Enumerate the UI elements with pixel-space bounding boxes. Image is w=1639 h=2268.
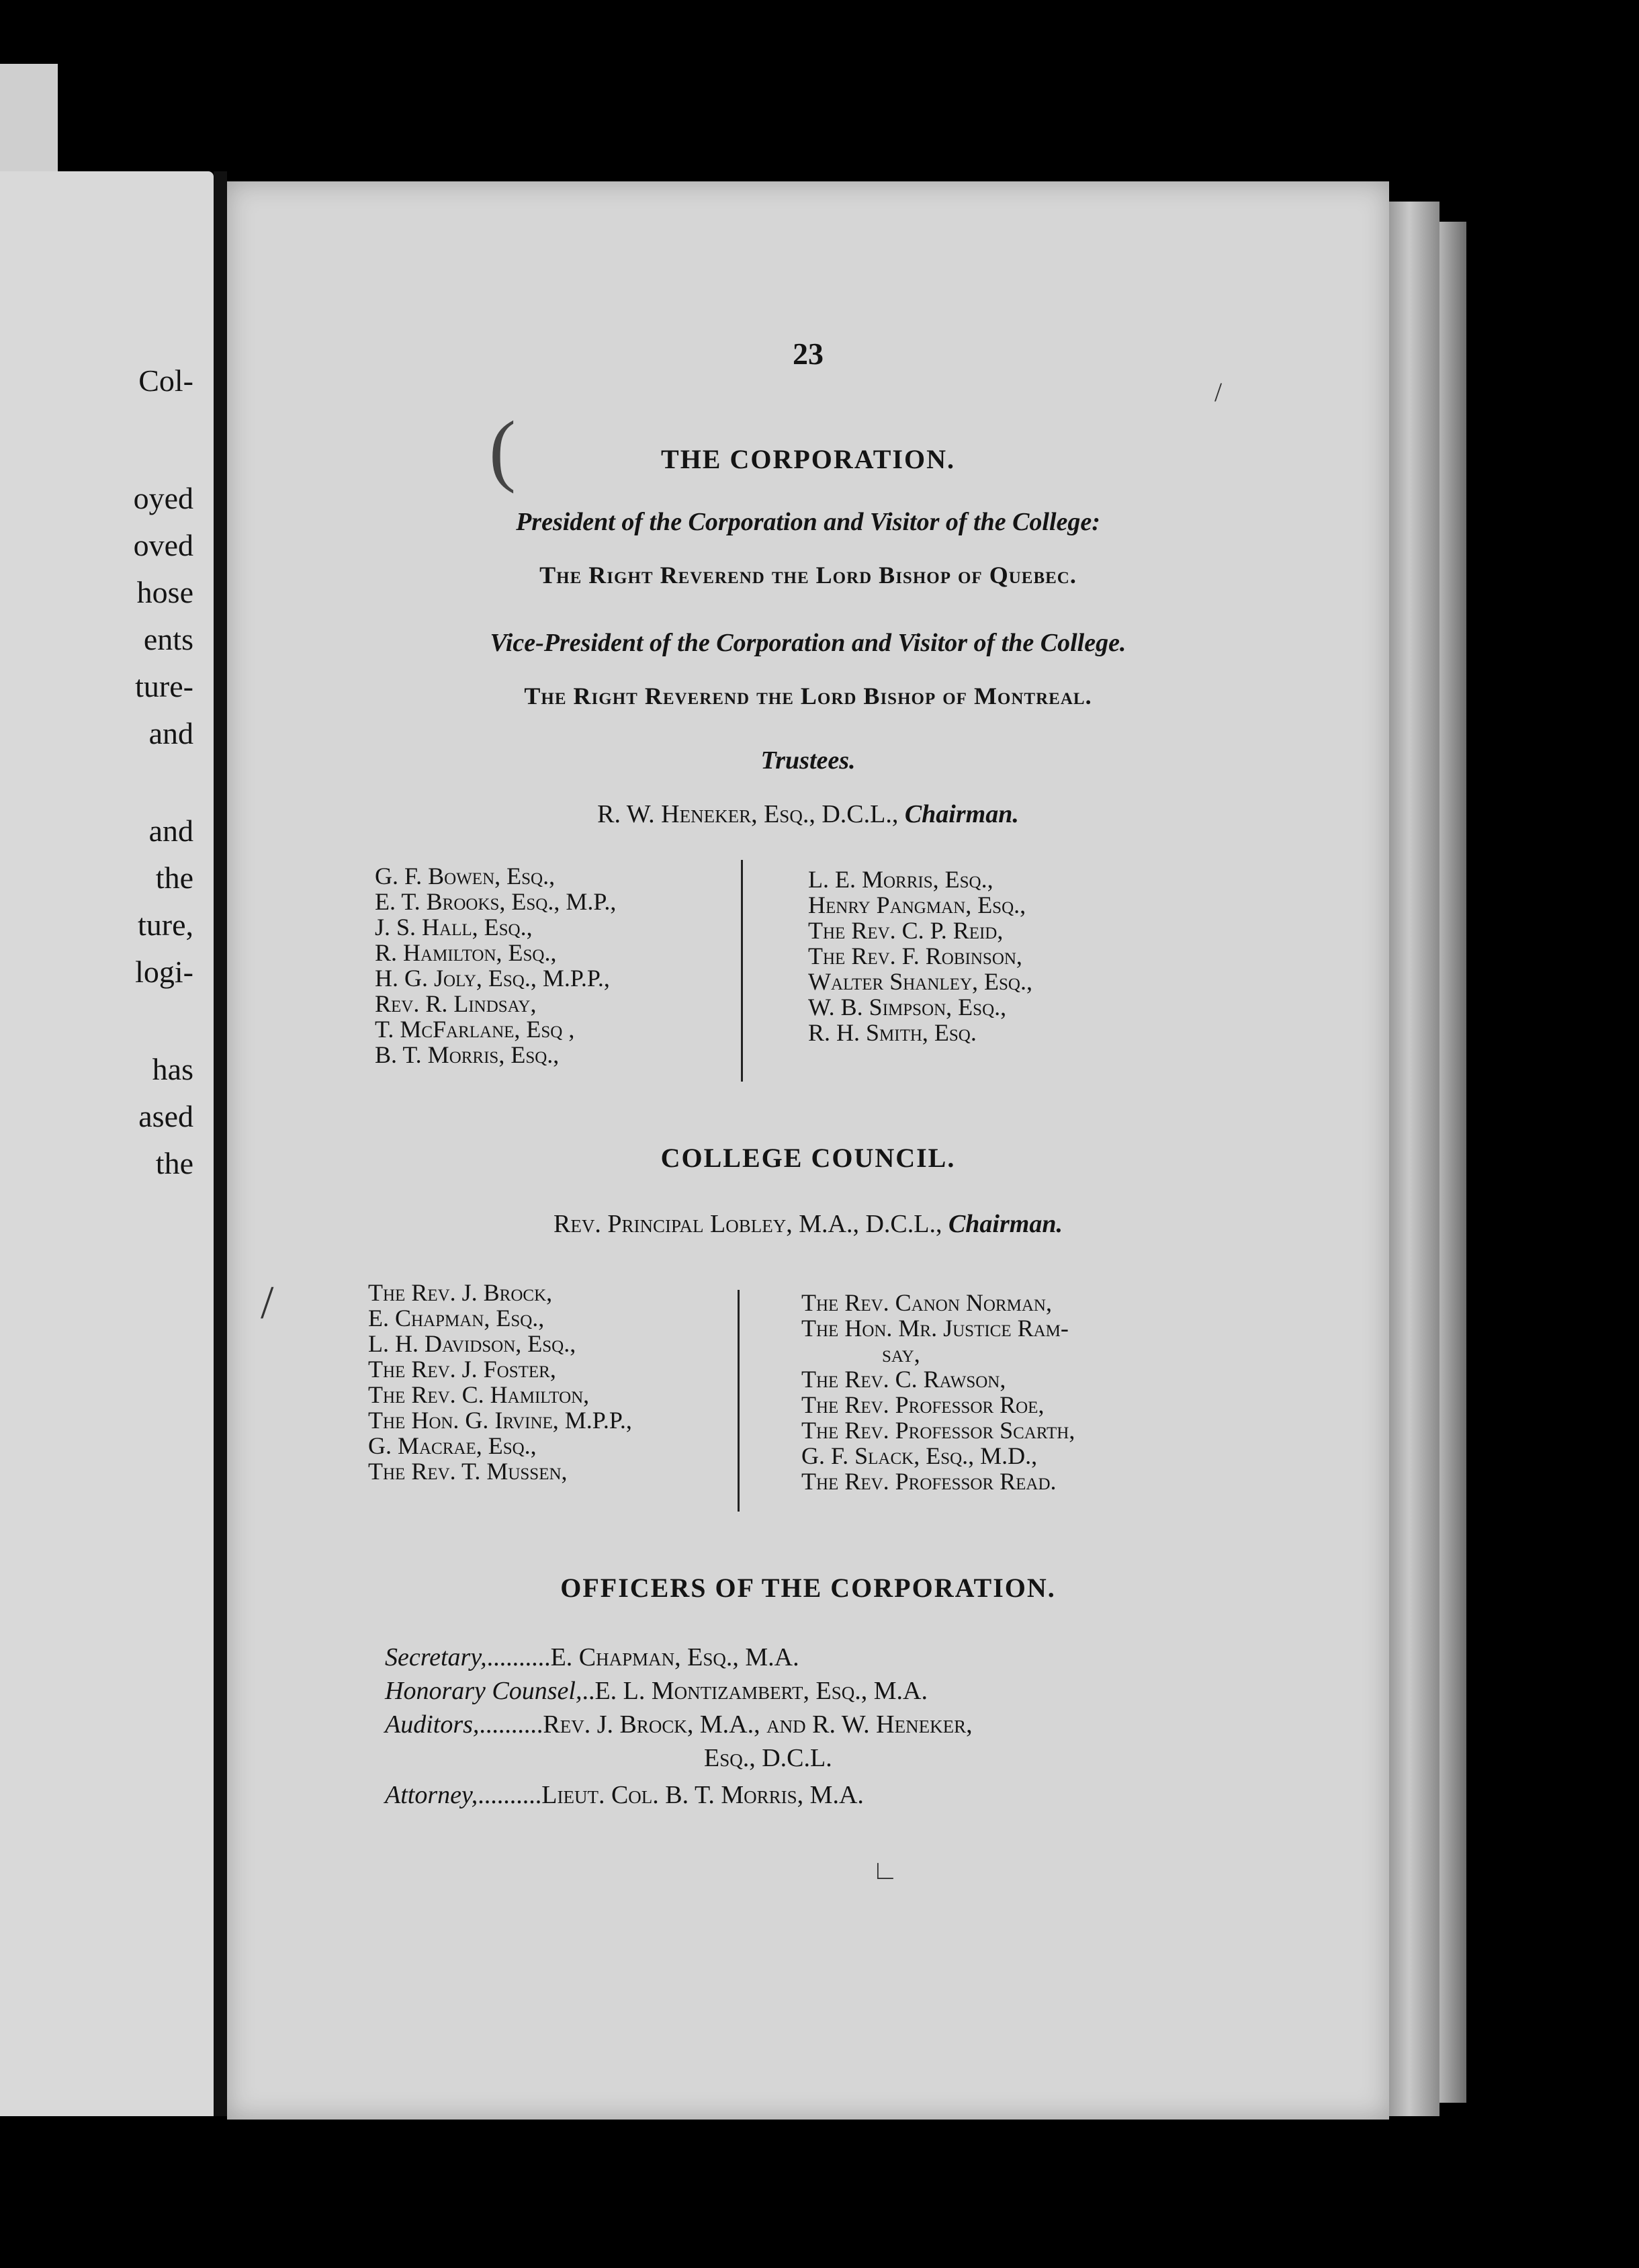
council-member: L. H. Davidson, Esq.,	[368, 1330, 576, 1357]
officer-title: Honorary Counsel,	[385, 1677, 582, 1705]
trustees-chairman-name: R. W. Heneker, Esq., D.C.L.,	[597, 800, 899, 828]
trustees-chairman	[227, 799, 1389, 829]
previous-page-fragment	[0, 171, 214, 2116]
left-page-line: ture,	[137, 908, 193, 942]
trustee-name: W. B. Simpson, Esq.,	[808, 994, 1007, 1020]
officer-name: Lieut. Col. B. T. Morris, M.A.	[541, 1781, 864, 1809]
trustee-name: T. McFarlane, Esq ,	[375, 1016, 575, 1043]
trustee-name: Walter Shanley, Esq.,	[808, 968, 1032, 995]
council-member: The Rev. Canon Norman,	[801, 1289, 1052, 1316]
pencil-mark: /	[261, 1277, 274, 1329]
council-member: The Rev. C. Rawson,	[801, 1366, 1006, 1393]
trustee-name: The Rev. C. P. Reid,	[808, 917, 1004, 944]
council-member: The Rev. J. Foster,	[368, 1356, 556, 1383]
council-member: say,	[882, 1340, 920, 1367]
trustees-column-divider	[741, 860, 743, 1082]
trustee-name: R. H. Smith, Esq.	[808, 1019, 977, 1046]
council-member: The Hon. G. Irvine, M.P.P.,	[368, 1407, 632, 1434]
pencil-mark: (	[489, 404, 516, 494]
officer-row	[385, 1676, 928, 1706]
trustee-name: The Rev. F. Robinson,	[808, 943, 1022, 969]
dot-leader: ..........	[486, 1643, 551, 1671]
council-chairman	[227, 1209, 1389, 1239]
pencil-mark: /	[1214, 377, 1223, 407]
trustee-name: R. Hamilton, Esq.,	[375, 939, 557, 966]
left-page-line: the	[155, 861, 193, 895]
officer-row-continuation	[704, 1743, 832, 1773]
left-page-line: ents	[143, 622, 193, 656]
officer-name: Esq., D.C.L.	[704, 1744, 832, 1772]
trustee-name: Henry Pangman, Esq.,	[808, 891, 1026, 918]
council-left-column	[368, 1280, 632, 1484]
trustees-left-column	[375, 863, 616, 1067]
trustees-right-column	[808, 867, 1032, 1045]
book-gutter	[214, 171, 227, 2116]
trustee-name: G. F. Bowen, Esq.,	[375, 863, 556, 889]
trustee-name: J. S. Hall, Esq.,	[375, 914, 533, 941]
council-member: E. Chapman, Esq.,	[368, 1305, 545, 1332]
left-page-line: Col-	[138, 363, 193, 398]
corporation-heading: THE CORPORATION.	[661, 444, 955, 474]
president-name: The Right Reverend the Lord Bishop of Quebec.	[539, 562, 1077, 588]
council-column-divider	[738, 1290, 740, 1512]
council-heading: COLLEGE COUNCIL.	[660, 1143, 956, 1173]
officers-heading: OFFICERS OF THE CORPORATION.	[560, 1573, 1056, 1603]
council-member: The Rev. T. Mussen,	[368, 1458, 568, 1485]
page-23	[227, 181, 1389, 2120]
vice-president-name: The Right Reverend the Lord Bishop of Montreal.	[524, 683, 1092, 709]
council-right-column	[801, 1290, 1075, 1494]
pencil-mark: ∟	[872, 1855, 899, 1885]
left-page-line: logi-	[135, 955, 193, 989]
officer-row	[385, 1780, 864, 1810]
vice-president-title: Vice-President of the Corporation and Visitor of the College.	[490, 629, 1126, 657]
council-member: The Rev. Professor Scarth,	[801, 1417, 1075, 1444]
left-page-line: has	[152, 1052, 193, 1086]
council-member: The Rev. Professor Roe,	[801, 1391, 1045, 1418]
council-member: G. Macrae, Esq.,	[368, 1432, 537, 1459]
council-member: The Rev. C. Hamilton,	[368, 1381, 590, 1408]
trustee-name: Rev. R. Lindsay,	[375, 990, 537, 1017]
officer-title: Attorney,	[385, 1781, 478, 1809]
left-page-line: ture-	[135, 669, 193, 703]
council-member: The Rev. J. Brock,	[368, 1279, 553, 1306]
council-member: G. F. Slack, Esq., M.D.,	[801, 1442, 1038, 1469]
trustee-name: B. T. Morris, Esq.,	[375, 1041, 560, 1068]
left-page-line: and	[148, 716, 193, 750]
officer-title: Auditors,	[385, 1710, 480, 1739]
officer-name: E. L. Montizambert, Esq., M.A.	[594, 1677, 928, 1705]
trustee-name: L. E. Morris, Esq.,	[808, 866, 993, 893]
president-title: President of the Corporation and Visitor of the College:	[516, 508, 1100, 536]
trustee-name: E. T. Brooks, Esq., M.P.,	[375, 888, 617, 915]
left-page-line: ased	[138, 1099, 193, 1133]
dot-leader: ..........	[478, 1781, 542, 1809]
officer-name: E. Chapman, Esq., M.A.	[550, 1643, 799, 1671]
left-page-line: and	[148, 814, 193, 848]
left-page-line: oved	[133, 528, 193, 562]
trustee-name: H. G. Joly, Esq., M.P.P.,	[375, 965, 610, 992]
trustees-chairman-role: Chairman.	[904, 800, 1019, 828]
book-page-edges	[1389, 202, 1439, 2116]
dot-leader: ..	[582, 1677, 595, 1705]
officer-row	[385, 1710, 973, 1739]
officer-name: Rev. J. Brock, M.A., and R. W. Heneker,	[543, 1710, 973, 1739]
council-member: The Hon. Mr. Justice Ram-	[801, 1315, 1069, 1342]
left-page-line: oyed	[133, 481, 193, 515]
left-page-line: hose	[136, 575, 193, 609]
council-chairman-role: Chairman.	[948, 1210, 1063, 1238]
book-cover-edge	[1439, 222, 1466, 2103]
council-member: The Rev. Professor Read.	[801, 1468, 1057, 1495]
officer-title: Secretary,	[385, 1643, 487, 1671]
left-page-line: the	[155, 1146, 193, 1180]
page-edge-fragment	[0, 64, 58, 175]
page-number: 23	[793, 337, 824, 371]
trustees-title: Trustees.	[760, 746, 856, 775]
council-chairman-name: Rev. Principal Lobley, M.A., D.C.L.,	[553, 1210, 942, 1238]
officer-row	[385, 1643, 799, 1672]
dot-leader: ..........	[479, 1710, 543, 1739]
